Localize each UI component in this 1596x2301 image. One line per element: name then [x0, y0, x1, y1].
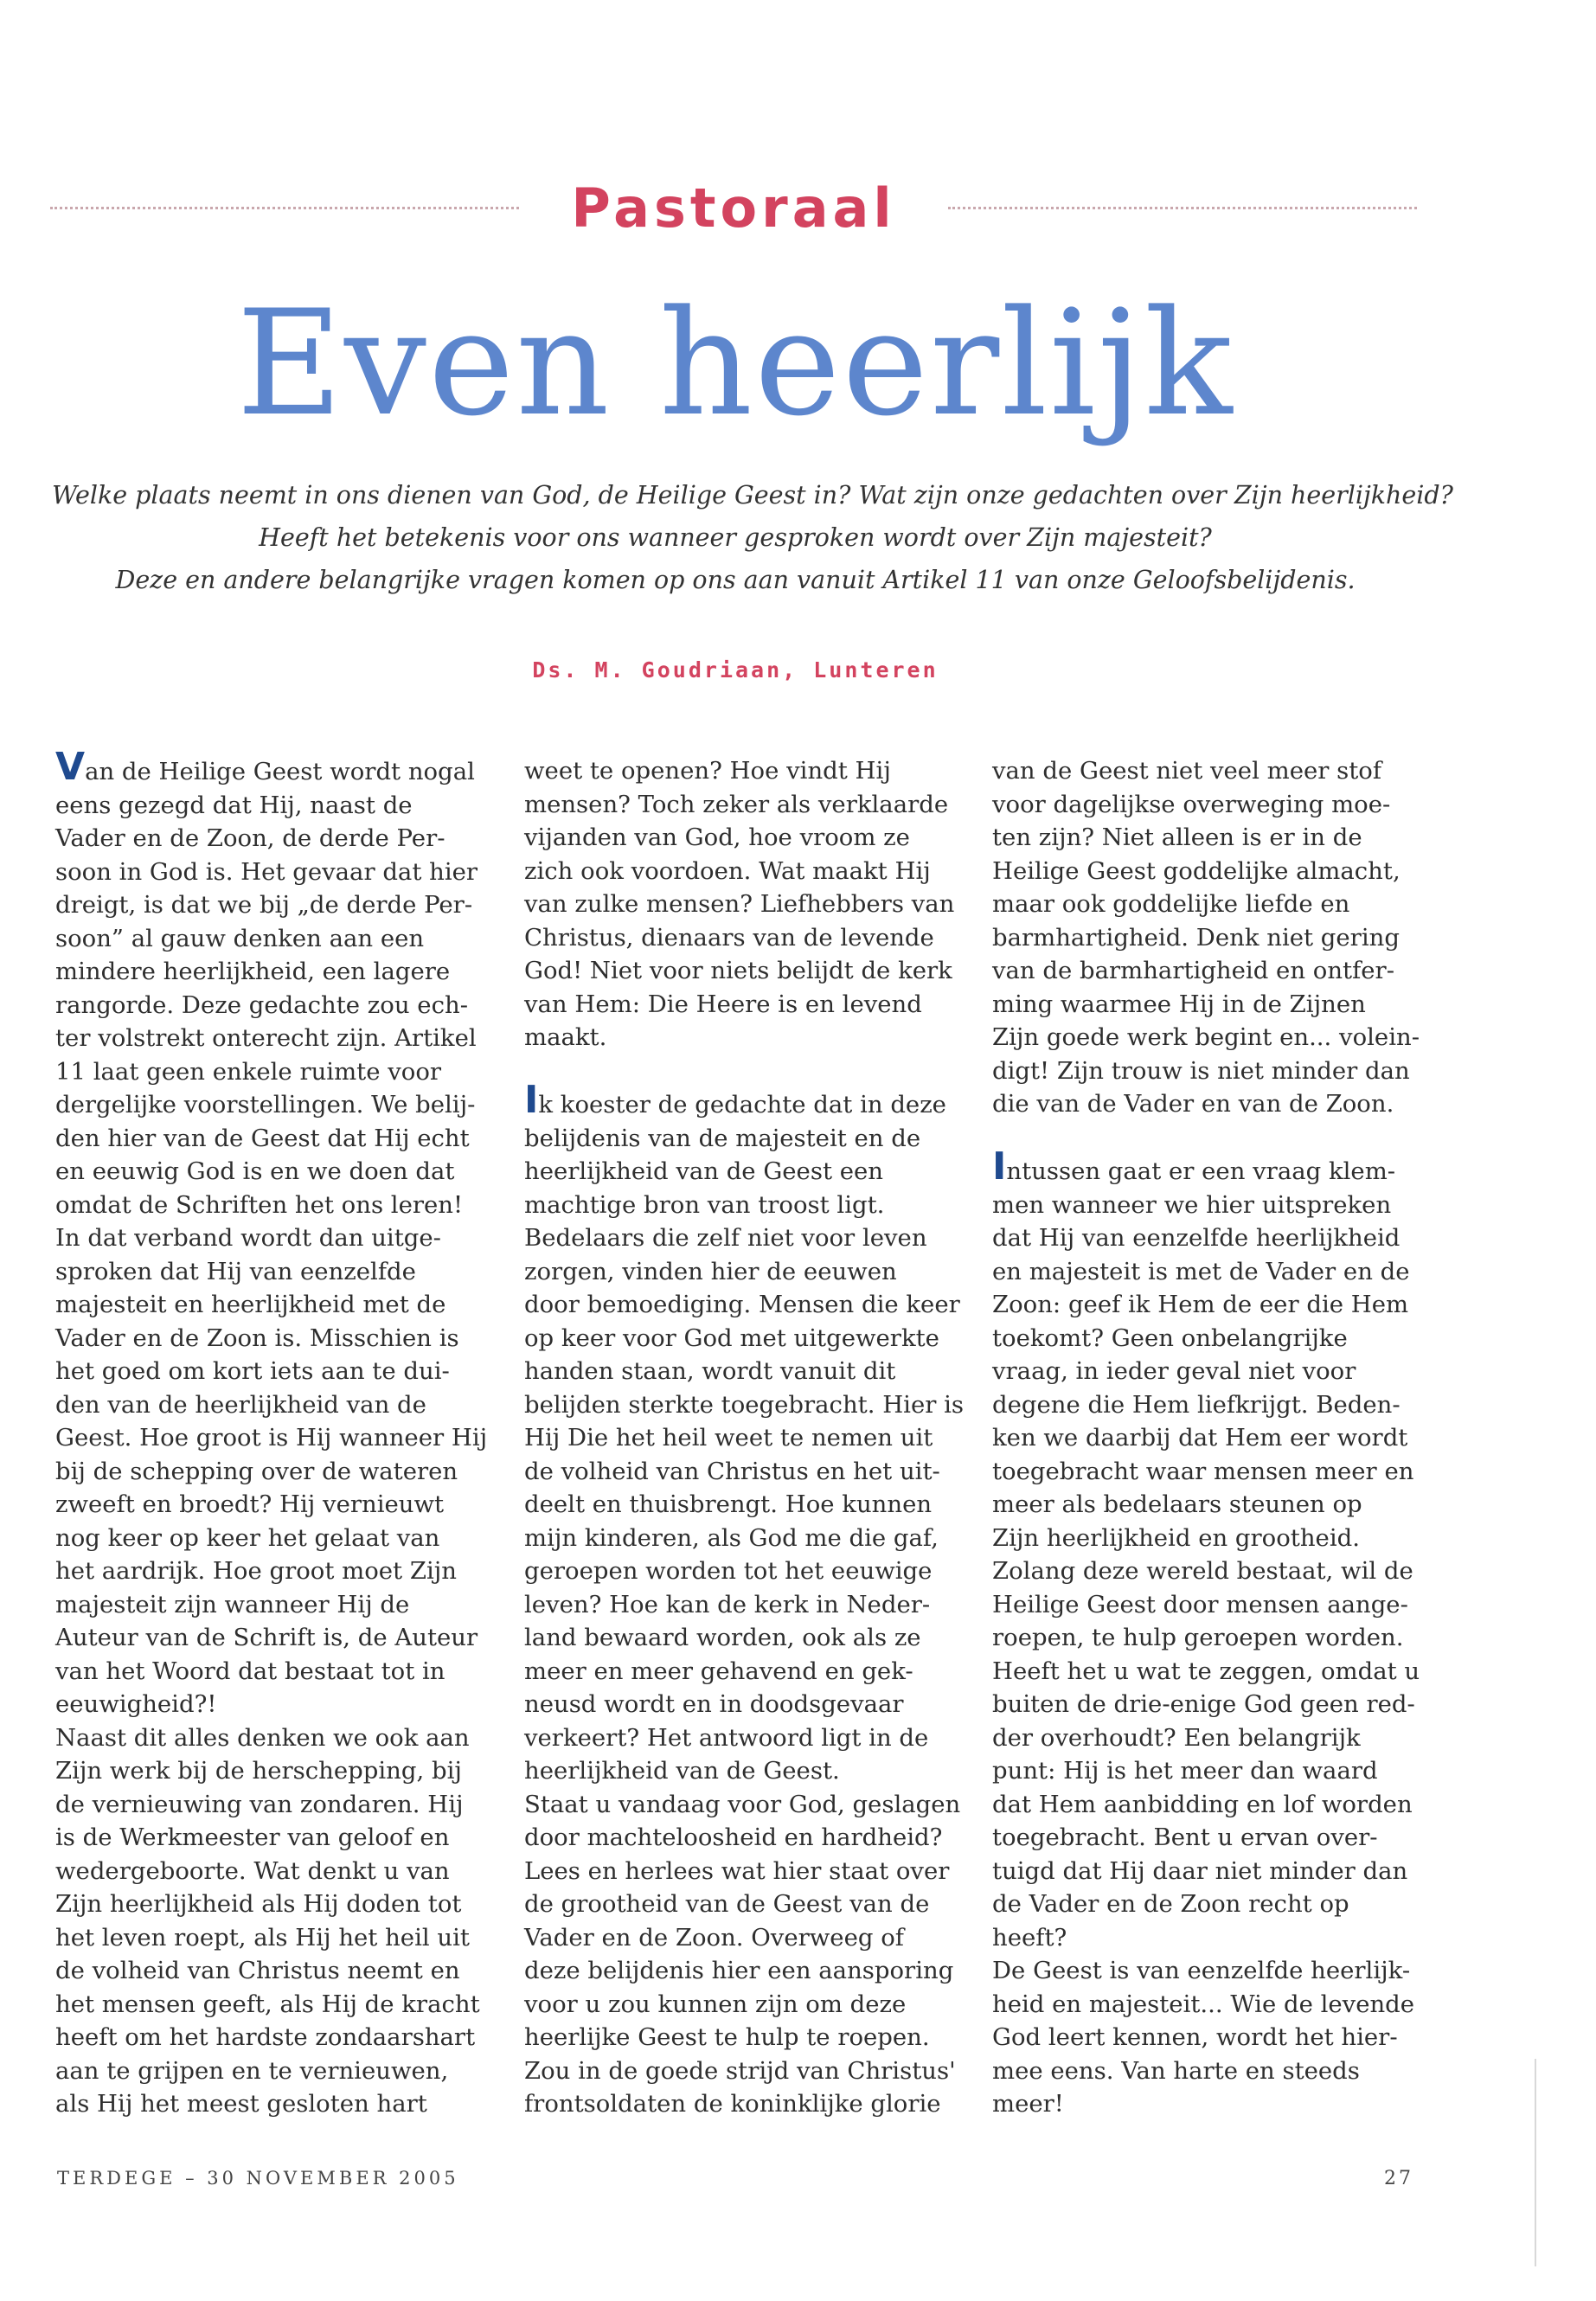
column-line: deelt en thuisbrengt. Hoe kunnen — [524, 1490, 933, 1518]
column-line: de Vader en de Zoon recht op — [992, 1890, 1349, 1918]
column-line: als Hij het meest gesloten hart — [55, 2090, 427, 2118]
column-line: meer en meer gehavend en gek- — [524, 1657, 913, 1685]
column-line: voor dagelijkse overweging moe- — [992, 790, 1391, 818]
column-line: In dat verband wordt dan uitge- — [55, 1224, 441, 1252]
paragraph-gap — [524, 1054, 974, 1088]
page-edge-line — [1535, 2059, 1536, 2266]
column-line: dat Hem aanbidding en lof worden — [992, 1790, 1413, 1818]
column-line: majesteit en heerlijkheid met de — [55, 1291, 446, 1318]
column-line: de volheid van Christus en het uit- — [524, 1457, 940, 1485]
line-text: an de Heilige Geest wordt nogal — [85, 758, 475, 785]
column-line: eens gezegd dat Hij, naast de — [55, 791, 413, 819]
column-line: van Hem: Die Heere is en levend — [524, 990, 922, 1018]
dotted-rule-right — [948, 207, 1417, 209]
column-line: den hier van de Geest dat Hij echt — [55, 1124, 470, 1152]
column-line: der overhoudt? Een belangrijk — [992, 1723, 1361, 1752]
column-line: Staat u vandaag voor God, geslagen — [524, 1790, 961, 1818]
column-line: sproken dat Hij van eenzelfde — [55, 1257, 416, 1285]
column-line: Vader en de Zoon, de derde Per- — [55, 824, 445, 852]
column-line: dergelijke voorstellingen. We belij- — [55, 1091, 476, 1118]
column-line: vraag, in ieder geval niet voor — [992, 1357, 1356, 1385]
drop-cap: I — [992, 1144, 1007, 1189]
column-line: mee eens. Van harte en steeds — [992, 2056, 1360, 2085]
drop-cap: V — [55, 745, 86, 789]
column-line: en majesteit is met de Vader en de — [992, 1257, 1410, 1285]
column-line: mensen? Toch zeker als verklaarde — [524, 790, 949, 818]
column-line: van zulke mensen? Liefhebbers van — [524, 890, 955, 918]
column-line: aan te grijpen en te vernieuwen, — [55, 2056, 449, 2085]
column-line: Heilige Geest door mensen aange- — [992, 1590, 1408, 1618]
column-line: Heilige Geest goddelijke almacht, — [992, 856, 1401, 885]
article-title: Even heerlijk — [236, 279, 1234, 448]
column-line — [55, 745, 505, 789]
column-line: en eeuwig God is en we doen dat — [55, 1157, 455, 1185]
column-line: vijanden van God, hoe vroom ze — [524, 824, 910, 851]
column-line: Vader en de Zoon. Overweeg of — [524, 1923, 904, 1952]
column-line: heeft om het hardste zondaarshart — [55, 2023, 476, 2051]
column-line: mijn kinderen, als God me die gaf, — [524, 1523, 939, 1552]
column-line: Geest. Hoe groot is Hij wanneer Hij — [55, 1424, 488, 1452]
text-column-1 — [55, 745, 505, 2121]
column-line: voor u zou kunnen zijn om deze — [524, 1990, 907, 2018]
column-line: Christus, dienaars van de levende — [524, 923, 934, 952]
column-line: God leert kennen, wordt het hier- — [992, 2023, 1398, 2051]
column-line: ken we daarbij dat Hem eer wordt — [992, 1424, 1408, 1452]
column-line: soon” al gauw denken aan een — [55, 924, 425, 952]
column-line: Zou in de goede strijd van Christus' — [524, 2056, 956, 2085]
column-line: Zijn heerlijkheid als Hij doden tot — [55, 1890, 462, 1918]
column-line: barmhartigheid. Denk niet gering — [992, 923, 1400, 952]
column-line: digt! Zijn trouw is niet minder dan — [992, 1056, 1410, 1085]
drop-cap: I — [524, 1078, 539, 1122]
column-line: men wanneer we hier uitspreken — [992, 1190, 1392, 1219]
column-line: geroepen worden tot het eeuwige — [524, 1557, 933, 1585]
column-line: belijden sterkte toegebracht. Hier is — [524, 1390, 965, 1419]
intro-line: Welke plaats neemt in ons dienen van God, de Heilige Geest in? Wat zijn onze gedachten over Zijn heerlijkheid? — [52, 481, 1453, 510]
column-line: het leven roept, als Hij het heil uit — [55, 1923, 470, 1952]
column-line: maar ook goddelijke liefde en — [992, 890, 1350, 918]
column-line: Bedelaars die zelf niet voor leven — [524, 1224, 927, 1252]
column-line: roepen, te hulp geroepen worden. — [992, 1624, 1404, 1651]
column-line: Zoon: geef ik Hem de eer die Hem — [992, 1291, 1409, 1318]
column-line: heerlijkheid van de Geest. — [524, 1757, 840, 1785]
column-line: toegebracht. Bent u ervan over- — [992, 1823, 1378, 1851]
line-text: ntussen gaat er een vraag klem- — [1006, 1157, 1396, 1185]
column-line: meer als bedelaars steunen op — [992, 1490, 1362, 1518]
column-line: zorgen, vinden hier de eeuwen — [524, 1257, 897, 1285]
column-line: weet te openen? Hoe vindt Hij — [524, 757, 891, 785]
column-line: verkeert? Het antwoord ligt in de — [524, 1723, 929, 1752]
column-line: punt: Hij is het meer dan waard — [992, 1757, 1378, 1785]
column-line: het goed om kort iets aan te dui- — [55, 1357, 450, 1385]
paragraph-gap — [992, 1121, 1442, 1155]
column-line: land bewaard worden, ook als ze — [524, 1624, 921, 1651]
column-line: frontsoldaten de koninklijke glorie — [524, 2090, 941, 2118]
column-line: den van de heerlijkheid van de — [55, 1390, 426, 1419]
column-line: door machteloosheid en hardheid? — [524, 1823, 943, 1851]
column-lines — [992, 1189, 1442, 2121]
article-intro — [52, 474, 1453, 601]
column-line: Zijn goede werk begint en... volein- — [992, 1023, 1420, 1051]
column-line: Auteur van de Schrift is, de Auteur — [55, 1624, 478, 1651]
column-line: ten zijn? Niet alleen is er in de — [992, 824, 1362, 851]
page-number: 27 — [1384, 2168, 1413, 2189]
column-lines — [524, 1122, 974, 2121]
author-byline: Ds. M. Goudriaan, Lunteren — [532, 657, 939, 683]
column-line: wedergeboorte. Wat denkt u van — [55, 1856, 450, 1885]
column-line: het aardrijk. Hoe groot moet Zijn — [55, 1557, 457, 1585]
line-text: k koester de gedachte dat in deze — [538, 1091, 946, 1118]
column-line: toegebracht waar mensen meer en — [992, 1457, 1414, 1485]
column-line: Hij Die het heil weet te nemen uit — [524, 1424, 933, 1452]
column-line: 11 laat geen enkele ruimte voor — [55, 1057, 442, 1086]
column-line — [524, 1078, 974, 1122]
column-lines — [992, 754, 1442, 1121]
column-line: die van de Vader en van de Zoon. — [992, 1090, 1394, 1118]
column-line: toekomt? Geen onbelangrijke — [992, 1324, 1348, 1352]
column-line: mindere heerlijkheid, een lagere — [55, 958, 451, 985]
column-line: op keer voor God met uitgewerkte — [524, 1324, 939, 1352]
column-line: rangorde. Deze gedachte zou ech- — [55, 990, 468, 1019]
column-line: belijdenis van de majesteit en de — [524, 1124, 921, 1152]
column-line — [992, 1144, 1442, 1189]
column-line: De Geest is van eenzelfde heerlijk- — [992, 1957, 1411, 1984]
column-line: heid en majesteit... Wie de levende — [992, 1990, 1415, 2018]
column-line: Heeft het u wat te zeggen, omdat u — [992, 1657, 1420, 1685]
column-line: leven? Hoe kan de kerk in Neder- — [524, 1590, 931, 1618]
column-line: dat Hij van eenzelfde heerlijkheid — [992, 1224, 1401, 1252]
column-line: deze belijdenis hier een aansporing — [524, 1957, 954, 1984]
column-line: majesteit zijn wanneer Hij de — [55, 1590, 410, 1618]
section-header — [50, 173, 1417, 242]
column-line: van de barmhartigheid en ontfer- — [992, 957, 1394, 984]
column-line: de grootheid van de Geest van de — [524, 1890, 930, 1918]
footer-publication: TERDEGE – 30 NOVEMBER 2005 — [57, 2168, 459, 2189]
column-line: zweeft en broedt? Hij vernieuwt — [55, 1490, 445, 1518]
column-line: Zijn heerlijkheid en grootheid. — [992, 1523, 1360, 1552]
column-line: tuigd dat Hij daar niet minder dan — [992, 1856, 1408, 1885]
column-line: Zijn werk bij de herschepping, bij — [55, 1757, 462, 1785]
column-line: bij de schepping over de wateren — [55, 1457, 458, 1485]
text-column-3 — [992, 754, 1442, 2121]
column-line: degene die Hem liefkrijgt. Beden- — [992, 1390, 1401, 1419]
column-line: ming waarmee Hij in de Zijnen — [992, 990, 1366, 1018]
text-column-2 — [524, 754, 974, 2121]
column-line: Zolang deze wereld bestaat, wil de — [992, 1557, 1413, 1585]
column-lines — [55, 789, 505, 2121]
column-line: de volheid van Christus neemt en — [55, 1957, 460, 1984]
column-line: van het Woord dat bestaat tot in — [55, 1657, 445, 1685]
column-line: buiten de drie-enige God geen red- — [992, 1690, 1415, 1718]
column-line: nog keer op keer het gelaat van — [55, 1523, 440, 1552]
column-line: eeuwigheid?! — [55, 1690, 217, 1718]
column-line: Naast dit alles denken we ook aan — [55, 1723, 470, 1752]
column-line: van de Geest niet veel meer stof — [992, 757, 1382, 785]
column-line: zich ook voordoen. Wat maakt Hij — [524, 856, 931, 885]
column-line: maakt. — [524, 1023, 607, 1051]
column-lines — [524, 754, 974, 1054]
column-line: handen staan, wordt vanuit dit — [524, 1357, 896, 1385]
dotted-rule-left — [50, 207, 519, 209]
column-line: heerlijkheid van de Geest een — [524, 1157, 883, 1185]
column-line: dreigt, is dat we bij „de derde Per- — [55, 891, 473, 919]
column-line: omdat de Schriften het ons leren! — [55, 1190, 464, 1219]
column-line: neusd wordt en in doodsgevaar — [524, 1690, 904, 1718]
intro-line: Heeft het betekenis voor ons wanneer gesproken wordt over Zijn majesteit? — [259, 523, 1212, 552]
column-line: de vernieuwing van zondaren. Hij — [55, 1790, 464, 1818]
column-line: machtige bron van troost ligt. — [524, 1190, 885, 1219]
column-line: heerlijke Geest te hulp te roepen. — [524, 2023, 930, 2051]
column-line: meer! — [992, 2090, 1064, 2118]
column-line: Lees en herlees wat hier staat over — [524, 1856, 950, 1885]
column-line: door bemoediging. Mensen die keer — [524, 1291, 960, 1318]
column-line: ter volstrekt onterecht zijn. Artikel — [55, 1024, 477, 1052]
column-line: heeft? — [992, 1923, 1067, 1952]
column-line: soon in God is. Het gevaar dat hier — [55, 857, 478, 886]
column-line: Vader en de Zoon is. Misschien is — [55, 1324, 459, 1352]
column-line: God! Niet voor niets belijdt de kerk — [524, 957, 952, 984]
intro-line: Deze en andere belangrijke vragen komen op ons aan vanuit Artikel 11 van onze Geloofsbelijdenis. — [115, 566, 1356, 594]
section-label: Pastoraal — [571, 176, 896, 240]
column-line: is de Werkmeester van geloof en — [55, 1823, 450, 1851]
column-line: het mensen geeft, als Hij de kracht — [55, 1990, 480, 2018]
